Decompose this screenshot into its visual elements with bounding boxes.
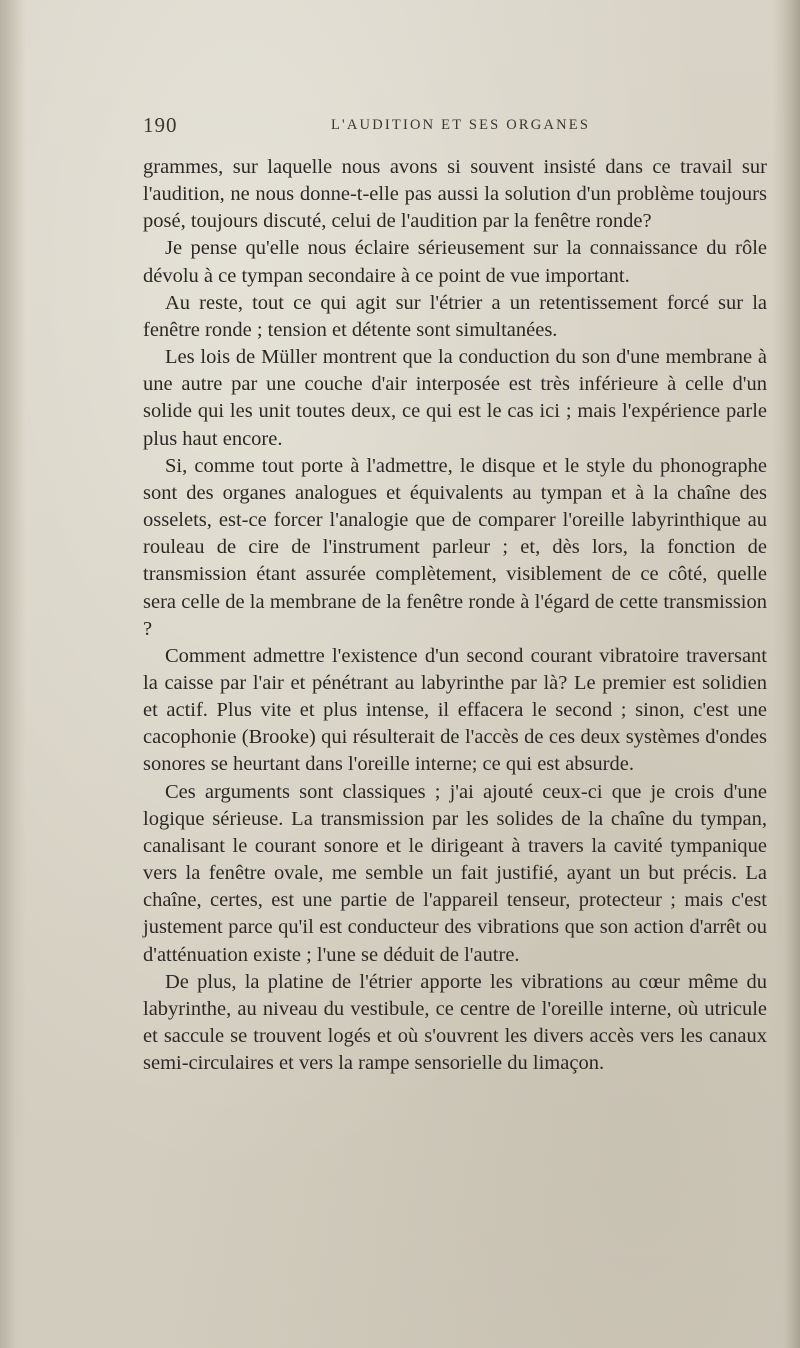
running-title: L'AUDITION ET SES ORGANES: [331, 117, 591, 133]
paragraph: Au reste, tout ce qui agit sur l'étrier a un retentissement forcé sur la fenêtre ronde ; tension et détente sont simultanées.: [143, 291, 767, 341]
paragraph: Les lois de Müller montrent que la conduction du son d'une membrane à une autre par une couche d'air interposée est très inférieure à celle d'un solide qui les unit toutes deux, ce qui est le cas ici ; mais l'expérience parle plus haut encore.: [143, 346, 767, 450]
paragraph: Si, comme tout porte à l'admettre, le disque et le style du phonographe sont des organes analogues et équivalents au tympan et à la chaîne des osselets, est-ce forcer l'analogie que de comparer l'oreille labyrinthique au rouleau de cire de l'instrument parleur ; et, dès lors, la fonction de transmission étant assurée complètement, visiblement de ce côté, quelle sera celle de la membrane de la fenêtre ronde à l'égard de cette transmission ?: [143, 454, 767, 640]
page-right-edge: [772, 0, 800, 1348]
paragraph: Je pense qu'elle nous éclaire sérieusement sur la connaissance du rôle dévolu à ce tympan secondaire à ce point de vue important.: [143, 237, 767, 287]
paragraph: Ces arguments sont classiques ; j'ai ajouté ceux-ci que je crois d'une logique sérieuse. La transmission par les solides de la chaîne du tympan, canalisant le courant sonore et le dirigeant à travers la cavité tympanique vers la fenêtre ovale, me semble un fait justifié, ayant un but précis. La chaîne, certes, est une partie de l'appareil tenseur, protecteur ; mais c'est justement parce qu'il est conducteur des vibrations que son action d'arrêt ou d'atténuation existe ; l'une se déduit de l'autre.: [143, 780, 767, 966]
page-header: [143, 113, 767, 139]
paragraph: De plus, la platine de l'étrier apporte les vibrations au cœur même du labyrinthe, au niveau du vestibule, ce centre de l'oreille interne, où utricule et saccule se trouvent logés et où s'ouvrent les divers accès vers les canaux semi-circulaires et vers la rampe sensorielle du limaçon.: [143, 970, 767, 1075]
page-number: 190: [143, 113, 178, 137]
body-text: [143, 154, 767, 1077]
page-left-edge: [0, 0, 26, 1348]
paragraph: grammes, sur laquelle nous avons si souvent insisté dans ce travail sur l'audition, ne nous donne-t-elle pas aussi la solution d'un problème toujours posé, toujours discuté, celui de l'audition par la fenêtre ronde?: [143, 156, 767, 233]
paragraph: Comment admettre l'existence d'un second courant vibratoire traversant la caisse par l'air et pénétrant au labyrinthe par là? Le premier est solidien et actif. Plus vite et plus intense, il effacera le second ; sinon, c'est une cacophonie (Brooke) qui résulterait de l'accès de ces deux systèmes d'ondes sonores se heurtant dans l'oreille interne; ce qui est absurde.: [143, 644, 767, 776]
